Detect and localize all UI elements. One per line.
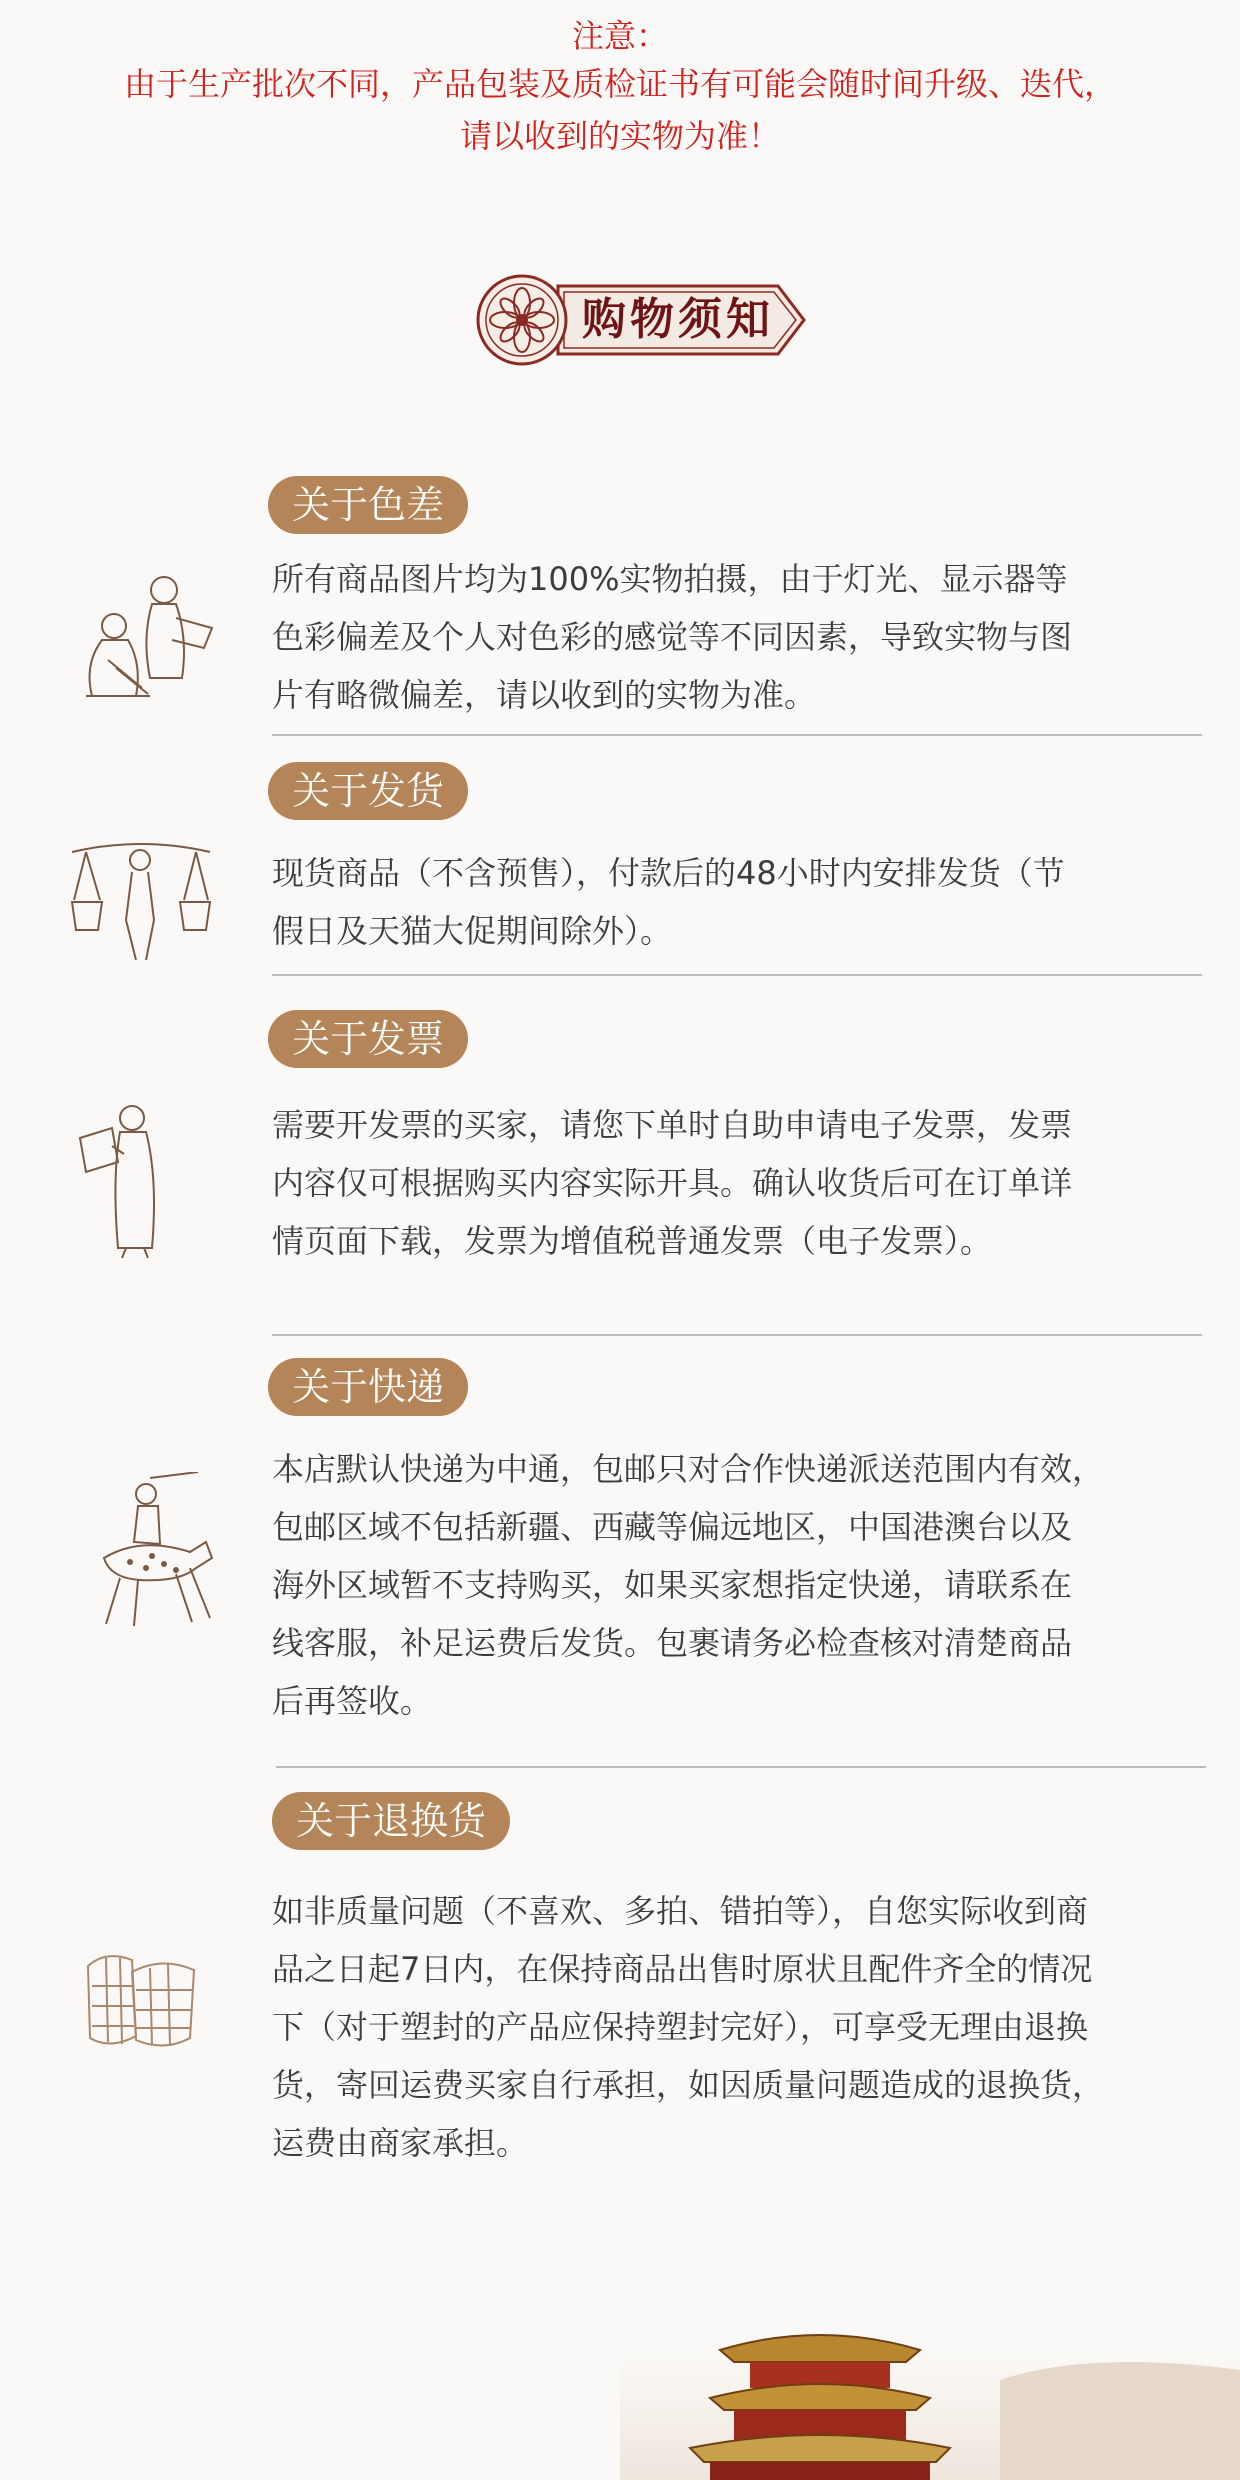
notice-block [0,14,1240,162]
section-express-text: 本店默认快递为中通，包邮只对合作快递派送范围内有效， 包邮区域不包括新疆、西藏等偏远地区，中国港澳台以及 海外区域暂不支持购买，如果买家想指定快递，请联系在 线客服，补足运费后发货。包裹请务必检查核对清楚商品 后再签收。 [272,1450,1105,1720]
woven-baskets-icon [76,1926,206,2056]
lotus-flower-icon [478,276,566,364]
banner-title: 购物须知 [582,294,774,345]
section-shipping-text: 现货商品（不含预售），付款后的48小时内安排发货（节 假日及天猫大促期间除外）。 [272,854,1065,950]
notice-line-2: 请以收到的实物为准！ [459,117,780,155]
notice-line-1: 由于生产批次不同，产品包装及质检证书有可能会随时间升级、迭代， [123,65,1116,103]
notice-title: 注意： [571,17,668,55]
palace-tower-icon [620,2230,1240,2480]
tag-color-difference: 关于色差 [268,476,468,534]
divider [276,1766,1206,1768]
divider [272,734,1202,736]
divider [272,1334,1202,1336]
tag-invoice: 关于发票 [268,1010,468,1068]
section-color-difference-text: 所有商品图片均为100%实物拍摄，由于灯光、显示器等 色彩偏差及个人对色彩的感觉等不同因素，导致实物与图 片有略微偏差，请以收到的实物为准。 [272,560,1073,714]
porter-baskets-icon [66,830,216,970]
horse-rider-icon [80,1472,220,1632]
divider [272,974,1202,976]
section-banner [466,272,816,368]
section-returns-text: 如非质量问题（不喜欢、多拍、错拍等），自您实际收到商 品之日起7日内，在保持商品出售时原状且配件齐全的情况 下（对于塑封的产品应保持塑封完好），可享受无理由退换 货，寄回运费买家自行承担，如因质量问题造成的退换货， 运费由商家承担。 [272,1892,1105,2162]
reading-scholars-icon [72,568,222,708]
tag-shipping: 关于发货 [268,762,468,820]
tag-returns: 关于退换货 [272,1792,510,1850]
tag-express: 关于快递 [268,1358,468,1416]
section-invoice-text: 需要开发票的买家，请您下单时自助申请电子发票，发票 内容仅可根据购买内容实际开具。确认收货后可在订单详 情页面下载，发票为增值税普通发票（电子发票）。 [272,1106,1073,1260]
official-scroll-icon [72,1098,192,1260]
